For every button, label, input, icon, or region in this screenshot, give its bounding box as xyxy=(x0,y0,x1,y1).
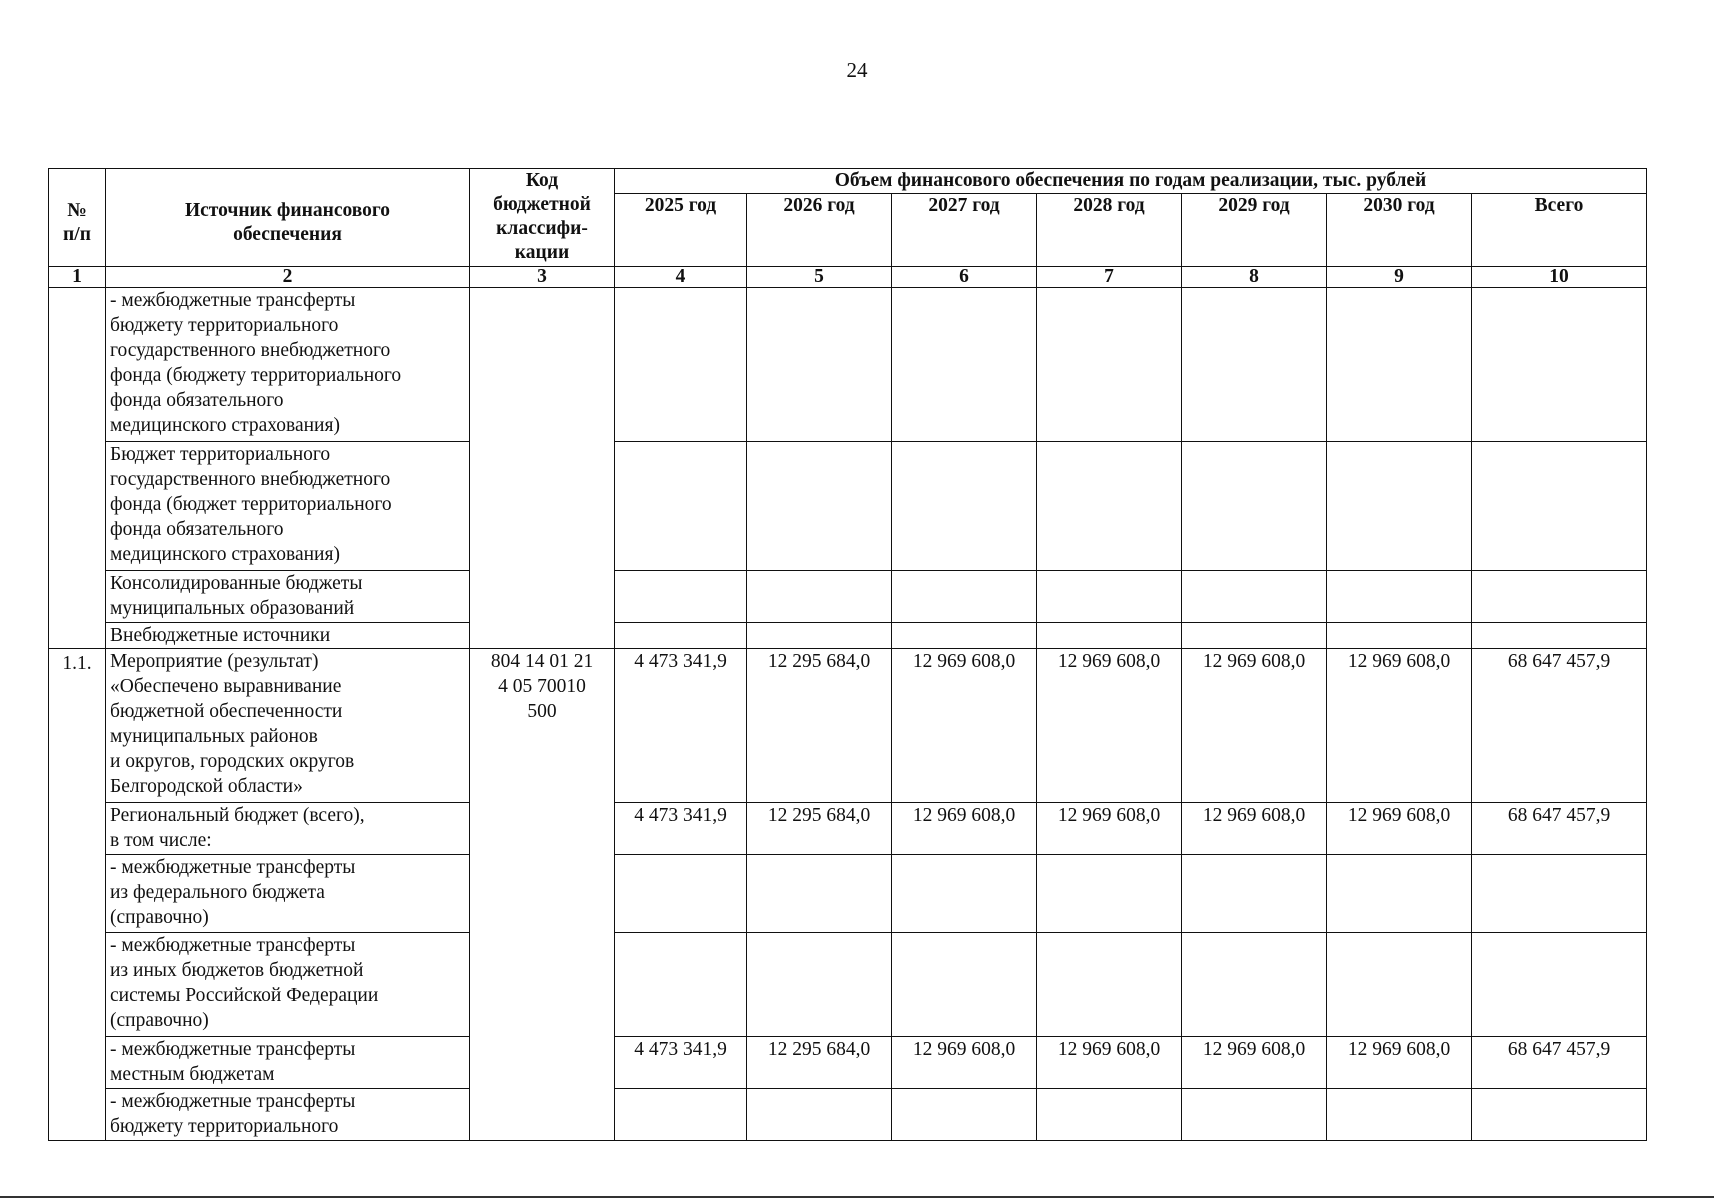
row-source: Бюджет территориального государственного внебюджетного фонда (бюджет территориального фонда обязательного медицинского страхования) xyxy=(106,442,470,571)
value-year xyxy=(892,623,1037,649)
row-source: Региональный бюджет (всего), в том числе: xyxy=(106,803,470,855)
value-year: 12 969 608,0 xyxy=(892,649,1037,803)
row-source: Мероприятие (результат) «Обеспечено выравнивание бюджетной обеспеченности муниципальных районов и округов, городских округов Белгородской области» xyxy=(106,649,470,803)
value-year xyxy=(747,623,892,649)
value-year xyxy=(747,288,892,442)
value-total xyxy=(1472,1089,1647,1141)
value-total xyxy=(1472,855,1647,933)
header-year-2027: 2027 год xyxy=(892,194,1037,267)
value-year xyxy=(1327,855,1472,933)
row-source: - межбюджетные трансферты бюджету территориального xyxy=(106,1089,470,1141)
value-year xyxy=(1037,571,1182,623)
value-year xyxy=(747,442,892,571)
value-year: 4 473 341,9 xyxy=(615,1037,747,1089)
value-total: 68 647 457,9 xyxy=(1472,803,1647,855)
header-year-2030: 2030 год xyxy=(1327,194,1472,267)
table-row xyxy=(49,803,1647,855)
value-year xyxy=(615,288,747,442)
value-year xyxy=(1182,1089,1327,1141)
value-year: 12 969 608,0 xyxy=(1182,803,1327,855)
value-year: 12 969 608,0 xyxy=(1327,649,1472,803)
value-year: 12 969 608,0 xyxy=(1327,1037,1472,1089)
value-year xyxy=(1182,442,1327,571)
value-total xyxy=(1472,623,1647,649)
value-year xyxy=(747,571,892,623)
header-volume: Объем финансового обеспечения по годам реализации, тыс. рублей xyxy=(615,169,1647,194)
row-source: - межбюджетные трансферты местным бюджетам xyxy=(106,1037,470,1089)
value-year xyxy=(747,933,892,1037)
column-number: 1 xyxy=(49,267,106,288)
column-number: 2 xyxy=(106,267,470,288)
column-number: 3 xyxy=(470,267,615,288)
row-source: - межбюджетные трансферты из федерального бюджета (справочно) xyxy=(106,855,470,933)
value-year xyxy=(892,571,1037,623)
value-year xyxy=(1327,288,1472,442)
value-year xyxy=(1037,442,1182,571)
value-year xyxy=(1182,571,1327,623)
value-year xyxy=(892,442,1037,571)
value-total xyxy=(1472,933,1647,1037)
column-number: 10 xyxy=(1472,267,1647,288)
value-year: 12 969 608,0 xyxy=(1037,649,1182,803)
header-row-top xyxy=(49,169,1647,194)
value-year xyxy=(747,855,892,933)
table-row xyxy=(49,1089,1647,1141)
value-year xyxy=(615,855,747,933)
table-row xyxy=(49,442,1647,571)
row-source: Консолидированные бюджеты муниципальных образований xyxy=(106,571,470,623)
value-year xyxy=(892,855,1037,933)
column-number: 9 xyxy=(1327,267,1472,288)
value-year xyxy=(1182,933,1327,1037)
value-year xyxy=(615,933,747,1037)
column-number: 5 xyxy=(747,267,892,288)
value-year xyxy=(892,288,1037,442)
value-year: 12 295 684,0 xyxy=(747,649,892,803)
value-total: 68 647 457,9 xyxy=(1472,1037,1647,1089)
value-year xyxy=(892,1089,1037,1141)
value-year xyxy=(747,1089,892,1141)
table-row xyxy=(49,933,1647,1037)
header-source: Источник финансового обеспечения xyxy=(106,169,470,267)
budget-code: 804 14 01 21 4 05 70010 500 xyxy=(470,649,615,1141)
value-year: 12 969 608,0 xyxy=(892,803,1037,855)
value-total: 68 647 457,9 xyxy=(1472,649,1647,803)
value-total xyxy=(1472,571,1647,623)
column-number: 8 xyxy=(1182,267,1327,288)
value-year xyxy=(615,571,747,623)
header-total: Всего xyxy=(1472,194,1647,267)
financing-table xyxy=(48,168,1647,1141)
page-number: 24 xyxy=(846,58,868,82)
value-year: 12 969 608,0 xyxy=(1327,803,1472,855)
header-year-2029: 2029 год xyxy=(1182,194,1327,267)
row-number xyxy=(49,288,106,649)
row-number: 1.1. xyxy=(49,649,106,1141)
value-year xyxy=(1037,288,1182,442)
column-number: 4 xyxy=(615,267,747,288)
value-year xyxy=(1182,623,1327,649)
value-year: 12 295 684,0 xyxy=(747,803,892,855)
value-year xyxy=(1037,1089,1182,1141)
value-year: 4 473 341,9 xyxy=(615,649,747,803)
table-row xyxy=(49,571,1647,623)
value-year xyxy=(1037,855,1182,933)
value-year xyxy=(1327,571,1472,623)
row-source: - межбюджетные трансферты бюджету территориального государственного внебюджетного фонда (бюджету территориального фонда обязательного медицинского страхования) xyxy=(106,288,470,442)
value-year xyxy=(1182,855,1327,933)
table-row xyxy=(49,288,1647,442)
value-year: 12 969 608,0 xyxy=(1037,1037,1182,1089)
value-year xyxy=(1327,623,1472,649)
value-year: 12 969 608,0 xyxy=(1037,803,1182,855)
value-total xyxy=(1472,442,1647,571)
value-year xyxy=(615,623,747,649)
column-number-row xyxy=(49,267,1647,288)
value-year: 12 295 684,0 xyxy=(747,1037,892,1089)
column-number: 7 xyxy=(1037,267,1182,288)
value-year: 4 473 341,9 xyxy=(615,803,747,855)
value-year xyxy=(1327,933,1472,1037)
value-year xyxy=(1327,442,1472,571)
table-row xyxy=(49,1037,1647,1089)
value-total xyxy=(1472,288,1647,442)
value-year xyxy=(615,1089,747,1141)
header-year-2026: 2026 год xyxy=(747,194,892,267)
header-num: № п/п xyxy=(49,169,106,267)
header-year-2028: 2028 год xyxy=(1037,194,1182,267)
value-year xyxy=(892,933,1037,1037)
value-year: 12 969 608,0 xyxy=(1182,649,1327,803)
row-source: Внебюджетные источники xyxy=(106,623,470,649)
table-row xyxy=(49,855,1647,933)
budget-code xyxy=(470,288,615,649)
header-year-2025: 2025 год xyxy=(615,194,747,267)
value-year: 12 969 608,0 xyxy=(892,1037,1037,1089)
value-year: 12 969 608,0 xyxy=(1182,1037,1327,1089)
value-year xyxy=(1327,1089,1472,1141)
value-year xyxy=(615,442,747,571)
table-row xyxy=(49,649,1647,803)
value-year xyxy=(1182,288,1327,442)
row-source: - межбюджетные трансферты из иных бюджетов бюджетной системы Российской Федерации (справочно) xyxy=(106,933,470,1037)
bottom-rule xyxy=(0,1196,1714,1198)
column-number: 6 xyxy=(892,267,1037,288)
table-row xyxy=(49,623,1647,649)
header-code: Код бюджетной классифи- кации xyxy=(470,169,615,267)
value-year xyxy=(1037,623,1182,649)
value-year xyxy=(1037,933,1182,1037)
